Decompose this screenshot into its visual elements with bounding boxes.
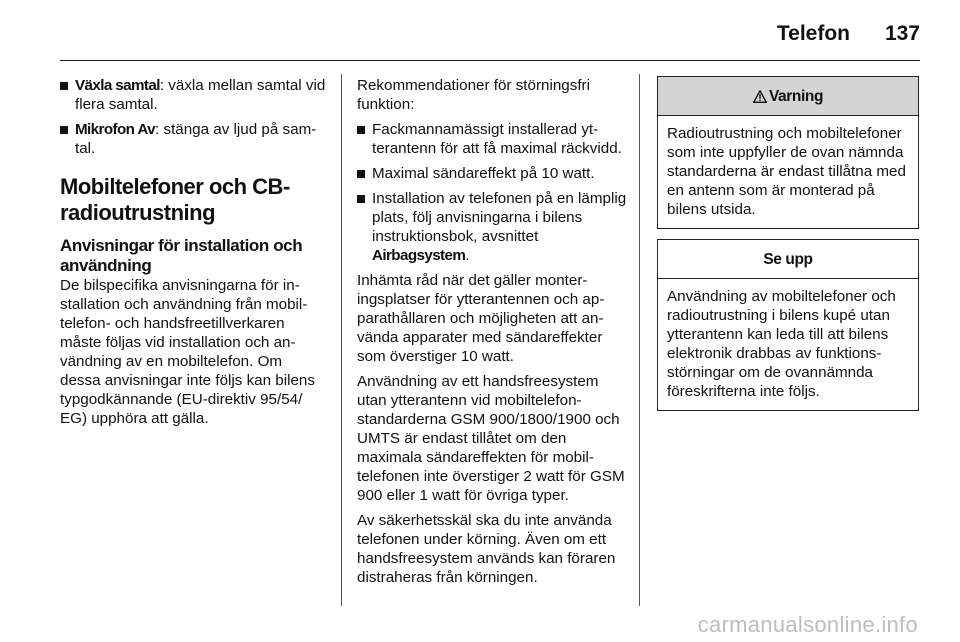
- handsfree-paragraph: Användning av ett handsfreesystem utan ytterantenn vid mobiltelefonstandarderna GSM 900/1800/1900 och UMTS är endast tillåtet om den maximala sändareffekten för mobiltelefonen inte överstiger 2 watt för GSM 900 eller 1 watt för övriga typer.: [357, 373, 625, 504]
- bullet-item-mic-off: [60, 120, 326, 158]
- column-divider-right: [639, 74, 640, 606]
- section-title: Mobiltelefoner och CB-radioutrustning: [60, 174, 290, 225]
- bullet-text: Maximal sändareffekt på 10 watt.: [372, 165, 595, 182]
- bullet-term: Mikrofon Av: [75, 121, 156, 138]
- page-number: 137: [884, 22, 920, 45]
- airbag-reference-link[interactable]: Airbagsystem: [372, 247, 466, 264]
- page-title: Telefon: [776, 22, 850, 45]
- warning-box: [657, 76, 919, 229]
- bullet-square-icon: [60, 82, 68, 90]
- bullet-square-icon: [357, 195, 365, 203]
- safety-paragraph: Av säkerhetsskäl ska du inte använda telefonen under körning. Även om ett handsfreesystem används kan föraren distraheras från körningen.: [357, 512, 616, 586]
- bullet-term: Växla samtal: [75, 77, 160, 94]
- right-column: [657, 76, 919, 421]
- mounting-advice-paragraph: Inhämta råd när det gäller monteringsplatser för ytterantennen och apparathållaren och möjligheten att använda apparater med sändareffekter som överstiger 10 watt.: [357, 272, 605, 365]
- bullet-text: : stänga av ljud på samtal.: [75, 121, 317, 157]
- column-divider-left: [341, 74, 342, 606]
- recommendations-intro: Rekommendationer för störningsfri funktion:: [357, 77, 590, 113]
- bullet-square-icon: [60, 126, 68, 134]
- caution-title: Se upp: [763, 250, 813, 268]
- left-column: [60, 76, 326, 434]
- installation-paragraph: De bilspecifika anvisningarna för installation och användning från mobiltelefon- och handsfreetillverkaren måste följas vid installation och användning av en mobiltelefon. Om dessa anvisningar inte följs kan bilens typgodkännande (EU-direktiv 95/54/ EG) upphöra att gälla.: [60, 277, 315, 427]
- caution-box: [657, 239, 919, 411]
- warning-header: [658, 77, 918, 116]
- middle-column: [357, 76, 627, 593]
- bullet-item-antenna: [357, 120, 627, 158]
- bullet-item-installation: [357, 189, 627, 265]
- bullet-square-icon: [357, 126, 365, 134]
- bullet-text: Fackmannamässigt installerad ytterantenn för att få maximal räckvidd.: [372, 121, 622, 157]
- caution-header: [658, 240, 918, 279]
- bullet-text-end: .: [465, 247, 470, 264]
- watermark: carmanualsonline.info: [697, 612, 918, 637]
- bullet-square-icon: [357, 170, 365, 178]
- warning-title: Varning: [768, 87, 824, 105]
- bullet-text: Installation av telefonen på en lämplig plats, följ anvisningarna i bilens instruktionsbok, avsnittet: [372, 190, 627, 245]
- warning-text: Radioutrustning och mobiltelefoner som inte uppfyller de ovan nämnda standarderna är endast tillåtna med en antenn som är monterad på bilens utsida.: [667, 125, 906, 218]
- warning-triangle-icon: [753, 90, 767, 103]
- bullet-item-switch-call: [60, 76, 326, 114]
- bullet-text: : växla mellan samtal vid flera samtal.: [75, 77, 326, 113]
- caution-text: Användning av mobiltelefoner och radioutrustning i bilens kupé utan ytterantenn kan leda till att bilens elektronik drabbas av funktionsstörningar om de ovannämnda föreskrifterna inte följs.: [667, 288, 896, 400]
- bullet-item-max-power: [357, 164, 627, 183]
- subsection-title: Anvisningar för installation och användning: [60, 236, 303, 275]
- page-header: [60, 16, 920, 61]
